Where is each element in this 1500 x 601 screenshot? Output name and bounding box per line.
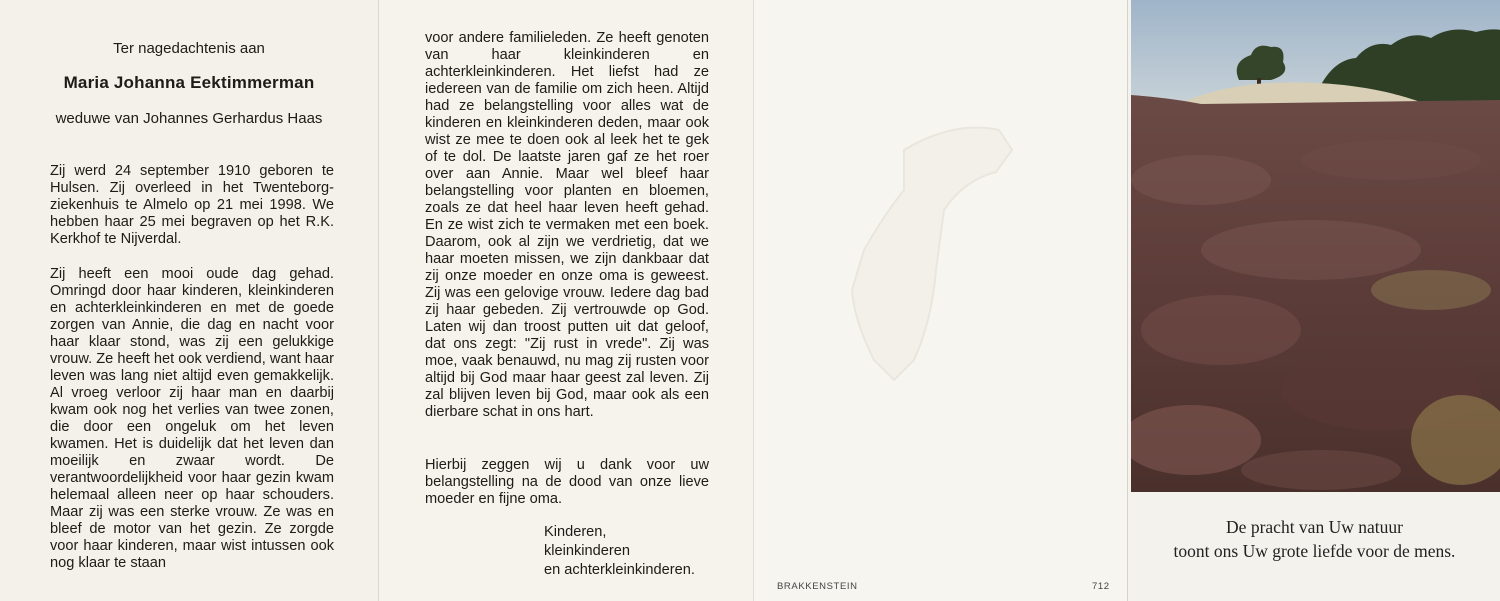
card-panel-photo <box>1127 0 1500 601</box>
signature-line: Kinderen, <box>544 524 607 540</box>
thanks-paragraph: Hierbij zeggen wij u dank voor uw belangstelling na de dood van onze lieve moeder en fijne oma. <box>425 457 709 507</box>
photo-caption <box>1128 515 1500 563</box>
caption-line: De pracht van Uw natuur <box>1226 517 1403 537</box>
card-panel-left <box>0 0 378 601</box>
biography-continued-paragraph: voor andere familieleden. Ze heeft genoten van haar kleinkinderen en achterkleinkinderen. Het liefst had ze iedereen van de familie om zich heen. Altijd had ze belangstelling voor alles wat de kinderen en kleinkinderen deden, maar ook wist ze mee te doen ook al leek het te gek of te dol. De laatste jaren gaf ze het roer over aan Annie. Maar wel bleef haar belangstelling voor planten en bloemen, zoals ze dat heel haar leven heeft gehad. En ze wist zich te vermaken met een boek. Daarom, ook al zijn we verdrietig, dat we haar moeten missen, we zijn dankbaar dat zij onze moeder en onze oma is geweest. Zij was een gelovige vrouw. Iedere dag bad zij haar gebeden. Zij vertrouwde op God. Laten wij dan troost putten uit dat geloof, dat ons zegt: "Zij rust in vrede". Zij was moe, vaak benauwd, nu mag zij rusten voor altijd bij God maar haar geest zal leven. Zij zal blijven leven bij God, maar ook als een dierbare schat in ons hart. <box>425 30 709 420</box>
signature-line: kleinkinderen <box>544 543 630 559</box>
memorial-intro: Ter nagedachtenis aan <box>113 40 265 57</box>
deceased-name: Maria Johanna Eektimmerman <box>63 73 315 92</box>
card-number: 712 <box>1092 581 1110 592</box>
relation-line: weduwe van Johannes Gerhardus Haas <box>55 110 323 127</box>
card-panel-embossed <box>753 0 1127 601</box>
biography-paragraph: Zij heeft een mooi oude dag gehad. Omringd door haar kinderen, kleinkinderen en achterkleinkinderen en met de goede zorgen van Annie, die dag en nacht voor haar klaar stond, was zij een gelukkige vrouw. Ze heeft het ook verdiend, want haar leven was lang niet altijd even gemakkelijk. Al vroeg verloor zij haar man en daarbij kwam ook nog het verlies van twee zonen, die door een ongeluk om het leven kwamen. Het is duidelijk dat het leven dan moeilijk en zwaar wordt. De verantwoordelijkheid voor haar gezin kwam helemaal alleen neer op haar schouders. Maar zij was een sterke vrouw. Ze was en bleef de motor van het gezin. Ze zorgde voor haar kinderen, maar wist intussen ook nog klaar te staan <box>50 266 334 571</box>
signature-line: en achterkleinkinderen. <box>544 562 695 578</box>
embossed-cross-mark <box>754 0 1128 601</box>
card-panel-text <box>378 0 753 601</box>
publisher-label: BRAKKENSTEIN <box>777 581 858 592</box>
heathland-photo <box>1131 0 1500 492</box>
signature-block <box>544 523 695 580</box>
caption-line: toont ons Uw grote liefde voor de mens. <box>1173 541 1456 561</box>
life-dates-paragraph: Zij werd 24 september 1910 geboren te Hulsen. Zij overleed in het Twenteborg-ziekenhuis te Almelo op 21 mei 1998. We hebben haar 25 mei begraven op het R.K. Kerkhof te Nijverdal. <box>50 163 334 247</box>
